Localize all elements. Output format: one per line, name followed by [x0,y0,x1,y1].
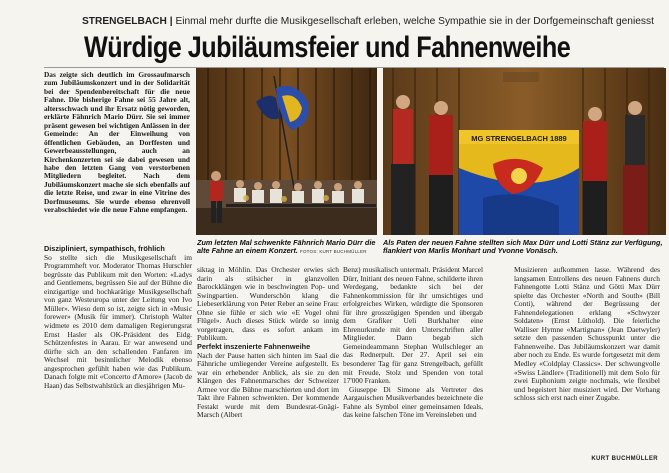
column-1-text: So stellte sich die Musikgesellschaft im Programmheft vor. Moderator Thomas Hurschler begrüsste das Publikum mit den Worten: «Ladys and Gentlemens, begrüssen Sie auf der Bühne die einzigartige und hochkarätige Musikgesellschaft von ganz Westeuropa unter der Leitung von Ivo Müller». Wieso dem so ist, zeigte sich in «Music forewer» (Musik für immer). Christoph Walter widmete es 2010 dem damaligen Regierungsrat Ernst Hasler als OK-Präsident des Eidg. Schützenfestes in Aarau. Er war anwesend und dürfte sich an den schallenden Fanfaren im Wechsel mit besinnlicher Melodik ebenso angesprochen gefühlt haben wie das Publikum. Danach folgte mit «Concerto d'Amore» (Jacob de Haan) das Selbstwahlstück an diesjährigen Mu- [44,252,192,390]
kicker-place: STRENGELBACH | [82,16,173,27]
caption-left [197,239,378,261]
column-2-text-b: Nach der Pause hatten sich hinten im Saal die Fähnriche umliegender Vereine aufgestellt. Es war ein erhebender Anblick, als sie zu den Klängen des Fahnenmarsches der Schweizer Armee vor die Bühne marschierten und dort im Takt ihre Fahnen schwenkten. Der kommende Festakt wurde mit dem Bundesrat-Gnägi-Marsch (Albert [197,350,339,420]
article-column-1 [44,245,192,467]
photo-flag-bearer [196,68,377,235]
article-headline: Würdige Jubiläumsfeier und Fahnenweihe [84,31,571,64]
photo-flag-bearer-image [196,68,377,235]
caption-left-text: Zum letzten Mal schwenkte Fähnrich Mario Dürr die alte Fahne an einem Konzert. [197,239,376,256]
article-column-2 [197,266,339,468]
article-column-4 [514,266,660,456]
column-3-text: Benz) musikalisch untermalt. Präsident Marcel Dürr, Initiant des neuen Fahne, schilderte ihren Werdegang, bedankte sich bei der Fahnenkommission für ihr umsichtiges und erfolgreiches Wirken, würdigte die Sponsoren für ihre grosszügigen Spenden und übergab dem Grafiker Ueli Burkhalter eine Ehrenurkunde mit den Unterschriften aller Mitglieder. Dann begab sich Gemeindeammann Stephan Wullschleger an das Rednerpult. Der 27. April sei ein besonderer Tag für ganz Strengelbach, gefüllt mit Freude, Stolz und Spenden von total 17'000 Franken. [343,266,483,386]
column-2-text: siktag in Möhlin. Das Orchester erwies sich darin als stilsicher in glanzvollen Barockklängen wie in beschwingten Pop- und Swingpartien. Wunderschön klang die Liebeserklärung von Peter Reber an seine Frau: Ohne sie fühle er sich wie «E Vogel ohni Flügel». Auch dieses Stück würde so innig vorgetragen, dass es sofort ankam im Publikum. [197,266,339,343]
article-author: KURT BUCHMÜLLER [591,456,658,462]
article-kicker [82,16,667,28]
intro-text: Das zeigte sich deutlich im Grossaufmarsch zum Jubiläumskonzert und in der Solidarität bei der Spendenbereitschaft für die neue Fahne. Die bisherige Fahne sei 55 Jahre alt, altersschwach und ihr Ersatz nötig geworden, erklärte Fähnrich Mario Dürr. Sie sei immer präsent gewesen bei wichtigen Anlässen in der Gemeinde: An der Einweihung von öffentlichen Gebäuden, an Dorffesten und Gewerbeausstellungen, auch an Kirchenkonzerten sei sie dabei gewesen und habe den letzten Gang von verstorbenen Mitgliedern begleitet. Nach dem Jubiläumskonzert mache sie sich ebenfalls auf die letzte Reise, und zwar in eine Vitrine des Dorfmuseums. Sie wurde ebenso ehrenvoll verabschiedet wie die neue Fahne empfangen. [44,71,190,215]
photo-flag-sponsors-image [383,68,666,235]
kicker-text: Einmal mehr durfte die Musikgesellschaft erleben, welche Sympathie sie in der Dorfgemeinschaft geniesst [175,16,654,27]
photo-credit: FOTOS: KURT BUCHMÜLLER [300,249,367,255]
banner-text: MG STRENGELBACH 1889 [471,134,567,143]
caption-right [383,239,666,261]
subheading-2: Perfekt inszenierte Fahnenweihe [197,341,311,351]
subheading-1: Diszipliniert, sympathisch, fröhlich [44,245,165,253]
article-column-3 [343,266,483,468]
column-3-text-b: Giuseppe Di Simone als Vertreter des Aargauischen Musikverbandes bezeichnete die Fahne als Symbol einer gemeinsamen Ideals, das keine falschen Töne im Vereinsleben und [343,384,483,420]
caption-right-text: Als Paten der neuen Fahne stellten sich Max Dürr und Lotti Stänz zur Verfügung, flankiert von Marlis Monhart und Yvonne Vonäsch. [383,239,663,256]
column-4-text: Musizieren aufkommen lasse. Während des langsamen Entrollens des neuen Fahnens durch Fahnengotte Lotti Stänz und Götti Max Dürr spielte das Orchester «North and South» (Bill Conti), während der Begrüssung der Fahnendelegationen erklang «Schwyzer Soldaten» (Ernst Lüthold). Die feierliche Walliser Hymne «Martignan» (Jean Daetwyler) setzte den passenden Schusspunkt unter die Fahnenweihe. Das Jubiläumskonzert war damit aber noch zu Ende. Es wurde fortgesetzt mit dem Medley «Coldplay Classics». Der schwungvolle «Swiss Ländler» (Traditionell) mit dem Solo für zwei Euphonium zeigte nochmals, wie flexibel und begeistert hier musiziert wird. Der Vorhang schloss sich erst nach einer Zugabe. [514,266,660,403]
photo-flag-sponsors [383,68,666,235]
article-intro [44,71,190,243]
